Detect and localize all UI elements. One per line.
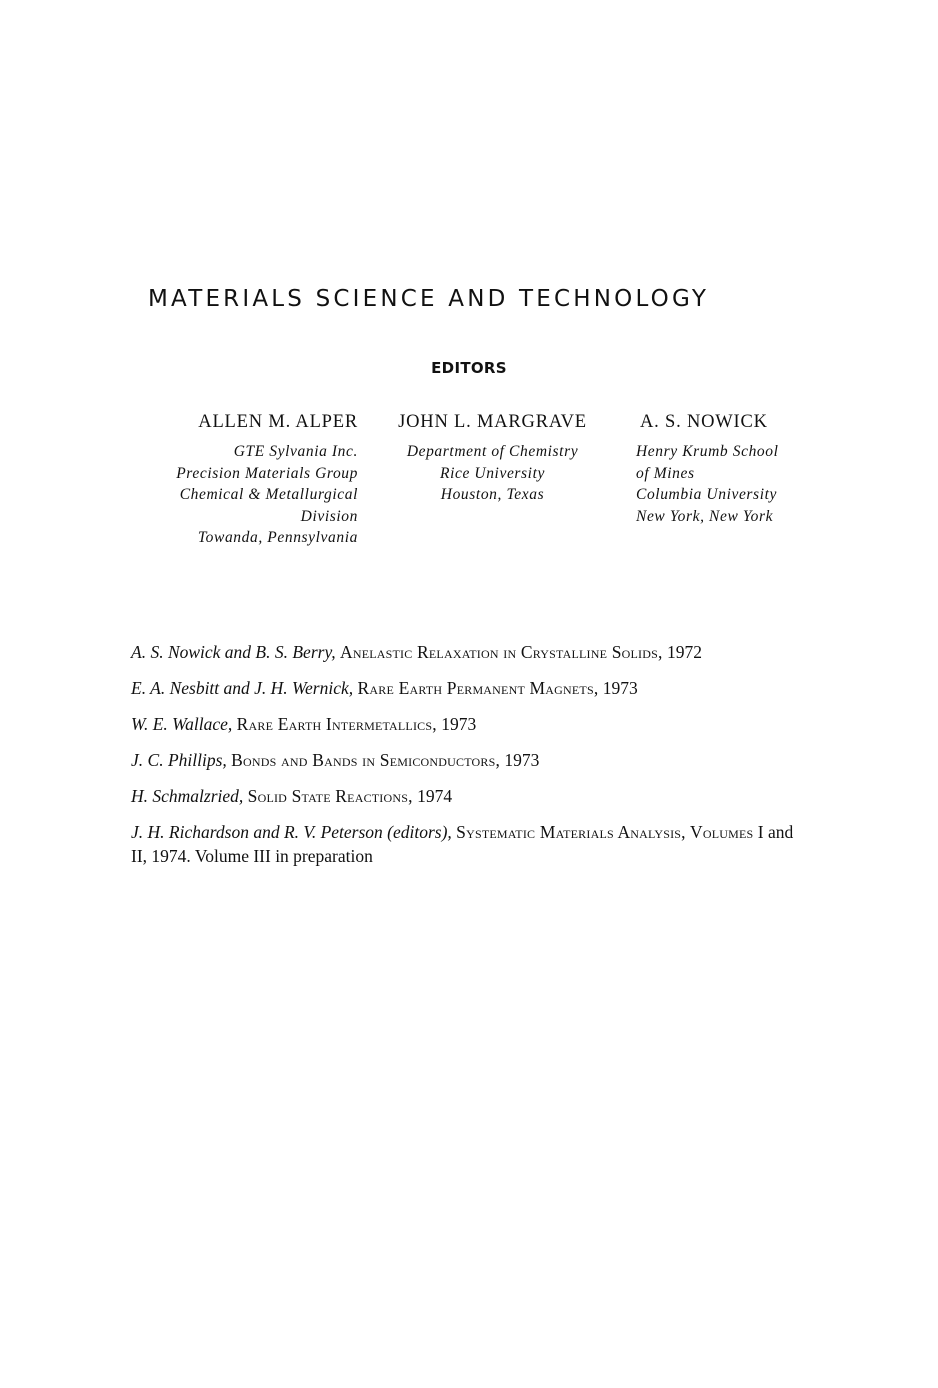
book-authors: E. A. Nesbitt and J. H. Wernick, bbox=[131, 678, 354, 698]
book-year: 1972 bbox=[666, 642, 702, 662]
editor-affiliation-line: Houston, Texas bbox=[440, 486, 545, 503]
editor-affiliation-line: Department of Chemistry bbox=[406, 443, 579, 460]
book-year: 1973 bbox=[602, 678, 638, 698]
editor-affiliation-line: Chemical & Metallurgical bbox=[179, 486, 358, 503]
book-year: 1974 bbox=[417, 786, 453, 806]
book-entry bbox=[131, 640, 811, 664]
book-entry bbox=[131, 712, 811, 736]
editor-alper bbox=[148, 412, 358, 549]
editor-affiliation-line: New York, New York bbox=[636, 507, 774, 525]
book-authors: J. C. Phillips, bbox=[131, 750, 227, 770]
editor-name: A. S. NOWICK bbox=[640, 412, 768, 432]
editor-affiliation-line: of Mines bbox=[636, 464, 695, 482]
book-title: Anelastic Relaxation in Crystalline Solids, bbox=[340, 642, 663, 662]
editor-affiliation-line: Henry Krumb School bbox=[636, 443, 779, 460]
editor-affiliation-line: Division bbox=[300, 507, 358, 525]
editor-affiliation-line: Columbia University bbox=[636, 486, 777, 503]
book-entry bbox=[131, 784, 811, 808]
book-year: 1973 bbox=[504, 750, 540, 770]
editor-affiliation-line: Towanda, Pennsylvania bbox=[197, 529, 358, 546]
book-year: 1973 bbox=[441, 714, 477, 734]
book-title: Rare Earth Intermetallics, bbox=[236, 714, 437, 734]
book-authors: W. E. Wallace, bbox=[131, 714, 233, 734]
book-authors: A. S. Nowick and B. S. Berry, bbox=[131, 642, 336, 662]
editor-name: JOHN L. MARGRAVE bbox=[398, 412, 587, 432]
book-entry bbox=[131, 820, 811, 868]
editor-margrave bbox=[380, 412, 605, 506]
book-title: Bonds and Bands in Semiconductors, bbox=[231, 750, 501, 770]
book-entry bbox=[131, 748, 811, 772]
editor-name: ALLEN M. ALPER bbox=[198, 412, 358, 432]
book-year: I and II, 1974. Volume III in preparation bbox=[131, 822, 794, 866]
editor-affiliation-line: GTE Sylvania Inc. bbox=[233, 443, 358, 460]
book-authors: J. H. Richardson and R. V. Peterson (editors), bbox=[131, 822, 452, 842]
editor-affiliation-line: Precision Materials Group bbox=[176, 464, 358, 482]
book-list bbox=[131, 640, 811, 880]
series-title: MATERIALS SCIENCE AND TECHNOLOGY bbox=[148, 286, 710, 312]
editors-heading: EDITORS bbox=[431, 359, 507, 377]
book-entry bbox=[131, 676, 811, 700]
book-title: Rare Earth Permanent Magnets, bbox=[357, 678, 599, 698]
book-title: Systematic Materials Analysis, Volumes bbox=[456, 822, 754, 842]
editor-nowick bbox=[636, 412, 826, 527]
editor-affiliation-line: Rice University bbox=[440, 464, 545, 482]
book-title: Solid State Reactions, bbox=[247, 786, 413, 806]
book-authors: H. Schmalzried, bbox=[131, 786, 244, 806]
